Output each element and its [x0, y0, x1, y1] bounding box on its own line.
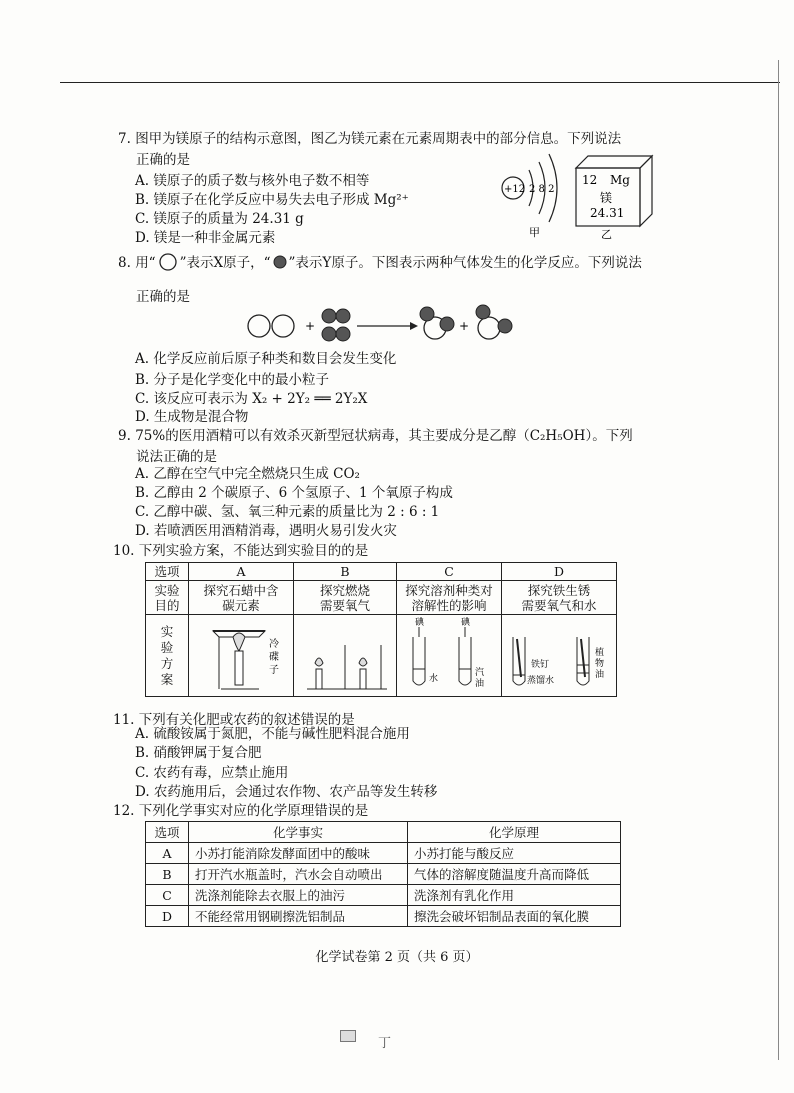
- q11-option-b: B. 硝酸钾属于复合肥: [135, 745, 262, 761]
- purpose-cell: 探究铁生锈 需要氧气和水: [502, 581, 617, 615]
- atomic-number: 12: [582, 173, 598, 187]
- candle-dish-illustration: [191, 615, 291, 693]
- question-stem: 图甲为镁原子的结构示意图，图乙为镁元素在元素周期表中的部分信息。下列说法: [135, 131, 622, 147]
- q8-option-a: A. 化学反应前后原子种类和数目会发生变化: [135, 351, 397, 367]
- header-cell: D: [502, 563, 617, 581]
- question-stem: 下列实验方案，不能达到实验目的的是: [138, 543, 369, 559]
- header-cell: C: [397, 563, 502, 581]
- row-principle: 小苏打能与酸反应: [408, 843, 621, 864]
- question-stem: 75%的医用酒精可以有效杀灭新型冠状病毒，其主要成分是乙醇（C₂H₅OH）。下列: [135, 428, 633, 444]
- y-atom-icon: [271, 253, 289, 271]
- q7-option-c: C. 镁原子的质量为 24.31 g: [135, 211, 304, 227]
- question-8: [118, 253, 642, 274]
- purpose-cell: 探究溶剂种类对 溶解性的影响: [397, 581, 502, 615]
- row-principle: 擦洗会破坏铝制品表面的氧化膜: [408, 906, 621, 927]
- question-stem-cont: 正确的是: [136, 289, 190, 305]
- q8-option-b: B. 分子是化学变化中的最小粒子: [135, 372, 330, 388]
- water-label: 水: [429, 674, 439, 684]
- header-cell: 化学事实: [189, 822, 408, 843]
- experiment-table: [145, 562, 617, 697]
- q9-option-d: D. 若喷洒医用酒精消毒，遇明火易引发火灾: [135, 523, 397, 539]
- stem-part: ”表示X原子，“: [179, 255, 271, 271]
- purpose-label: 实验 目的: [146, 581, 189, 615]
- q11-option-d: D. 农药施用后，会通过农作物、农产品等发生转移: [135, 784, 438, 800]
- row-option: D: [146, 906, 189, 927]
- row-option: C: [146, 885, 189, 906]
- atom-shells: 2 8 2: [529, 184, 555, 195]
- fold-box-icon: [340, 1030, 356, 1042]
- q8-option-c: C. 该反应可表示为 X₂ + 2Y₂ ══ 2Y₂X: [135, 391, 368, 407]
- oil-label-3: 油: [595, 670, 605, 680]
- q7-option-b: B. 镁原子在化学反应中易失去电子形成 Mg²⁺: [135, 192, 409, 208]
- question-stem: 下列化学事实对应的化学原理错误的是: [138, 803, 369, 819]
- gasoline-label-2: 油: [475, 679, 485, 689]
- stem-part: ”表示Y原子。下图表示两种气体发生的化学反应。下列说法: [288, 255, 642, 271]
- iodine-tubes-illustration: [399, 615, 499, 693]
- stem-part: 用“: [135, 255, 156, 271]
- plus-sign: +: [459, 319, 470, 333]
- plan-label: 实 验 方 案: [146, 615, 189, 697]
- question-stem-cont: 正确的是: [136, 152, 190, 168]
- question-number: 8.: [118, 255, 131, 271]
- iodine-label: 碘: [461, 618, 471, 628]
- question-stem-cont: 说法正确的是: [136, 449, 217, 465]
- row-principle: 气体的溶解度随温度升高而降低: [408, 864, 621, 885]
- cold-dish-label-3: 子: [269, 665, 279, 676]
- margin-line: [778, 60, 779, 1060]
- atom-nucleus: +12: [504, 184, 526, 195]
- row-fact: 不能经常用钢刷擦洗铝制品: [189, 906, 408, 927]
- cold-dish-label-1: 冷: [269, 639, 279, 650]
- plan-cell-c: [397, 615, 502, 697]
- header-cell: B: [294, 563, 397, 581]
- row-option: A: [146, 843, 189, 864]
- question-number: 11.: [113, 712, 135, 728]
- iodine-label: 碘: [415, 618, 425, 628]
- q8-option-d: D. 生成物是混合物: [135, 409, 249, 425]
- cell-label: 乙: [601, 228, 612, 240]
- question-stem: 下列有关化肥或农药的叙述错误的是: [138, 712, 355, 728]
- fold-mark: 丁: [378, 1036, 392, 1051]
- row-fact: 小苏打能消除发酵面团中的酸味: [189, 843, 408, 864]
- question-number: 10.: [113, 543, 135, 559]
- nail-label: 铁钉: [531, 660, 550, 670]
- plus-sign: +: [305, 319, 316, 333]
- cold-dish-label-2: 碟: [269, 652, 279, 663]
- plan-cell-d: [502, 615, 617, 697]
- oil-label-2: 物: [595, 659, 605, 669]
- row-option: B: [146, 864, 189, 885]
- element-symbol: Mg: [610, 173, 630, 187]
- gasoline-label-1: 汽: [475, 668, 485, 678]
- question-number: 7.: [118, 131, 131, 147]
- top-rule: [60, 82, 780, 83]
- q9-option-a: A. 乙醇在空气中完全燃烧只生成 CO₂: [135, 466, 360, 482]
- plan-cell-b: [294, 615, 397, 697]
- table-row: [146, 906, 621, 927]
- purpose-cell: 探究石蜡中含 碳元素: [189, 581, 294, 615]
- atomic-mass: 24.31: [590, 206, 625, 220]
- q9-option-b: B. 乙醇由 2 个碳原子、6 个氢原子、1 个氧原子构成: [135, 485, 453, 501]
- element-name: 镁: [600, 191, 613, 205]
- magnesium-atom-diagram: [495, 148, 575, 243]
- plan-cell-a: [189, 615, 294, 697]
- iron-nail-tubes-illustration: [503, 615, 615, 693]
- q7-option-a: A. 镁原子的质子数与核外电子数不相等: [135, 173, 370, 189]
- row-principle: 洗涤剂有乳化作用: [408, 885, 621, 906]
- chemistry-facts-table: [145, 821, 621, 927]
- x-atom-icon: [156, 253, 180, 271]
- table-row: [146, 864, 621, 885]
- periodic-table-cell: [572, 150, 662, 240]
- header-cell: 选项: [146, 563, 189, 581]
- q11-option-a: A. 硫酸铵属于氮肥，不能与碱性肥料混合施用: [135, 726, 410, 742]
- row-fact: 打开汽水瓶盖时，汽水会自动喷出: [189, 864, 408, 885]
- table-row: [146, 843, 621, 864]
- candles-beaker-illustration: [297, 615, 393, 693]
- purpose-cell: 探究燃烧 需要氧气: [294, 581, 397, 615]
- distilled-water-label: 蒸馏水: [527, 676, 555, 686]
- atom-label: 甲: [529, 226, 540, 239]
- question-9: [118, 426, 633, 468]
- q7-option-d: D. 镁是一种非金属元素: [135, 230, 276, 246]
- question-12: [113, 801, 368, 822]
- table-row: [146, 885, 621, 906]
- row-fact: 洗涤剂能除去衣服上的油污: [189, 885, 408, 906]
- q11-option-c: C. 农药有毒，应禁止施用: [135, 765, 289, 781]
- page-footer: 化学试卷第 2 页（共 6 页）: [315, 950, 479, 965]
- question-number: 9.: [118, 428, 131, 444]
- header-cell: 选项: [146, 822, 189, 843]
- question-10: [113, 541, 368, 562]
- header-cell: A: [189, 563, 294, 581]
- oil-label-1: 植: [595, 648, 605, 658]
- header-cell: 化学原理: [408, 822, 621, 843]
- question-number: 12.: [113, 803, 135, 819]
- q9-option-c: C. 乙醇中碳、氢、氧三种元素的质量比为 2 : 6 : 1: [135, 504, 440, 520]
- reaction-diagram: [245, 300, 535, 350]
